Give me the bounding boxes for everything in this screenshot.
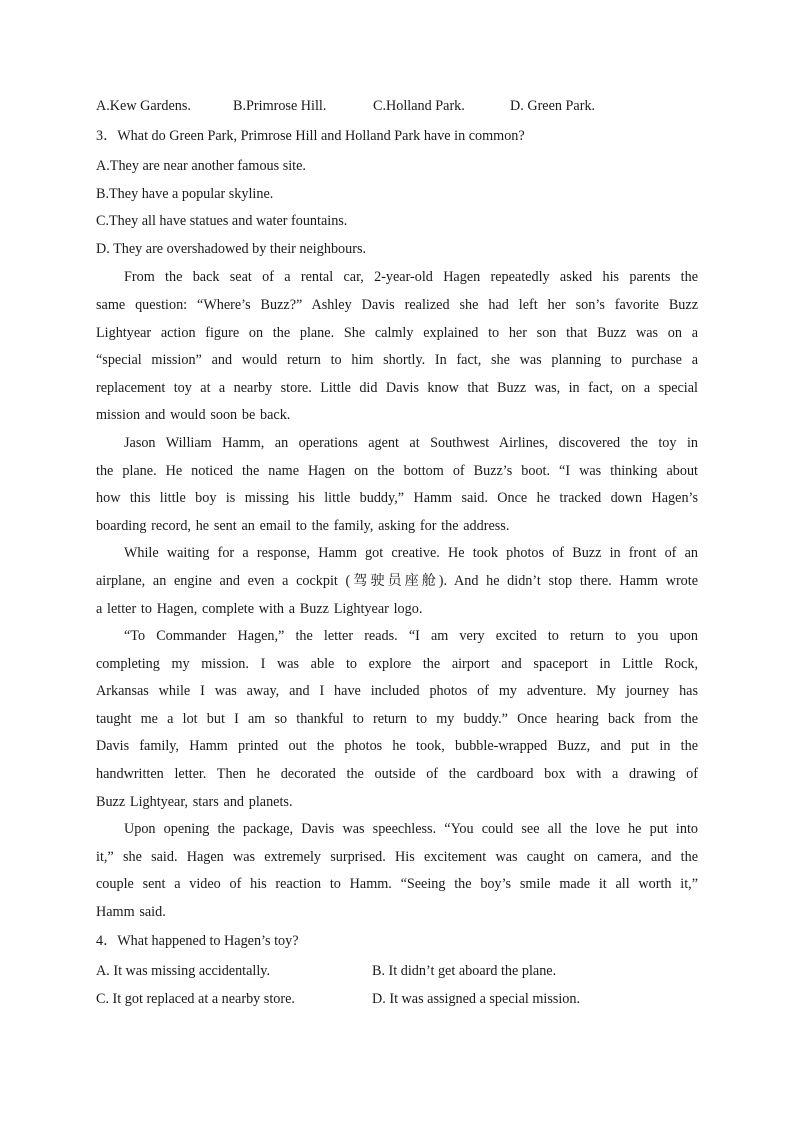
q4-option-d[interactable]: D. It was assigned a special mission. [372,990,581,1007]
q2-option-d[interactable]: D. Green Park. [510,98,596,114]
passage-line: airplane, an engine and even a cockpit (驾驶员座舱). And he didn’t stop there. Hamm wrote [96,572,698,589]
passage-line: Jason William Hamm, an operations agent at Southwest Airlines, discovered the toy in [124,434,698,451]
passage-paragraph-2 [96,430,698,540]
passage-line: Buzz Lightyear, stars and planets. [96,793,293,810]
passage-paragraph-1 [96,264,698,430]
q4-options-row-2 [96,987,698,1015]
q2-option-a[interactable]: A.Kew Gardens. [96,98,191,114]
q3-option-d[interactable]: D. They are overshadowed by their neighbours. [96,240,367,257]
passage-paragraph-5 [96,816,698,926]
q3-option-c[interactable]: C.They all have statues and water fountains. [96,213,348,230]
passage-line: “To Commander Hagen,” the letter reads. “I am very excited to return to you upon [124,628,698,645]
q2-option-b[interactable]: B.Primrose Hill. [233,98,327,114]
passage-line: a letter to Hagen, complete with a Buzz Lightyear logo. [96,600,423,617]
passage-line: how this little boy is missing his little buddy,” Hamm said. Once he tracked down Hagen’s [96,490,698,507]
passage-line: couple sent a video of his reaction to Hamm. “Seeing the boy’s smile made it all worth it,” [96,876,698,893]
q3-option-b[interactable]: B.They have a popular skyline. [96,185,274,202]
q4-options-row-1 [96,959,698,987]
passage-line: replacement toy at a nearby store. Little did Davis know that Buzz was, in fact, on a special [96,379,698,396]
passage-line: Lightyear action figure on the plane. She calmly explained to her son that Buzz was on a [96,324,698,341]
q2-options [96,94,698,124]
passage-line: From the back seat of a rental car, 2-year-old Hagen repeatedly asked his parents the [124,269,698,286]
passage-line: same question: “Where’s Buzz?” Ashley Davis realized she had left her son’s favorite Buzz [96,296,698,313]
passage-line: Davis family, Hamm printed out the photos he took, bubble-wrapped Buzz, and put in the [96,738,698,755]
passage-line: “special mission” and would return to him shortly. In fact, she was planning to purchase a [96,352,698,369]
q4-option-a[interactable]: A. It was missing accidentally. [96,962,271,979]
passage-line: handwritten letter. Then he decorated the outside of the cardboard box with a drawing of [96,766,698,783]
passage-line: Upon opening the package, Davis was speechless. “You could see all the love he put into [124,821,698,838]
passage-line: it,” she said. Hagen was extremely surprised. His excitement was caught on camera, and the [96,848,698,865]
passage-line: While waiting for a response, Hamm got creative. He took photos of Buzz in front of an [124,545,698,562]
passage-line: taught me a lot but I am so thankful to return to my buddy.” Once hearing back from the [96,710,698,727]
passage-line: completing my mission. I was able to explore the airport and spaceport in Little Rock, [96,655,698,672]
q2-option-c[interactable]: C.Holland Park. [373,98,465,114]
q4-option-b[interactable]: B. It didn’t get aboard the plane. [372,962,557,979]
q4-stem: 4．What happened to Hagen’s toy? [96,932,299,949]
document-page [96,94,698,1015]
passage-paragraph-3 [96,540,698,623]
passage-paragraph-4 [96,623,698,816]
passage-line: boarding record, he sent an email to the family, asking for the address. [96,517,510,534]
q3-option-a[interactable]: A.They are near another famous site. [96,158,306,174]
passage-line: the plane. He noticed the name Hagen on the bottom of Buzz’s boot. “I was thinking about [96,462,698,479]
passage-line: Hamm said. [96,904,166,921]
passage-line: Arkansas while I was away, and I have included photos of my adventure. My journey has [96,683,698,700]
q3-stem: 3．What do Green Park, Primrose Hill and Holland Park have in common? [96,128,525,144]
q4-option-c[interactable]: C. It got replaced at a nearby store. [96,990,295,1007]
passage-line: mission and would soon be back. [96,407,291,424]
